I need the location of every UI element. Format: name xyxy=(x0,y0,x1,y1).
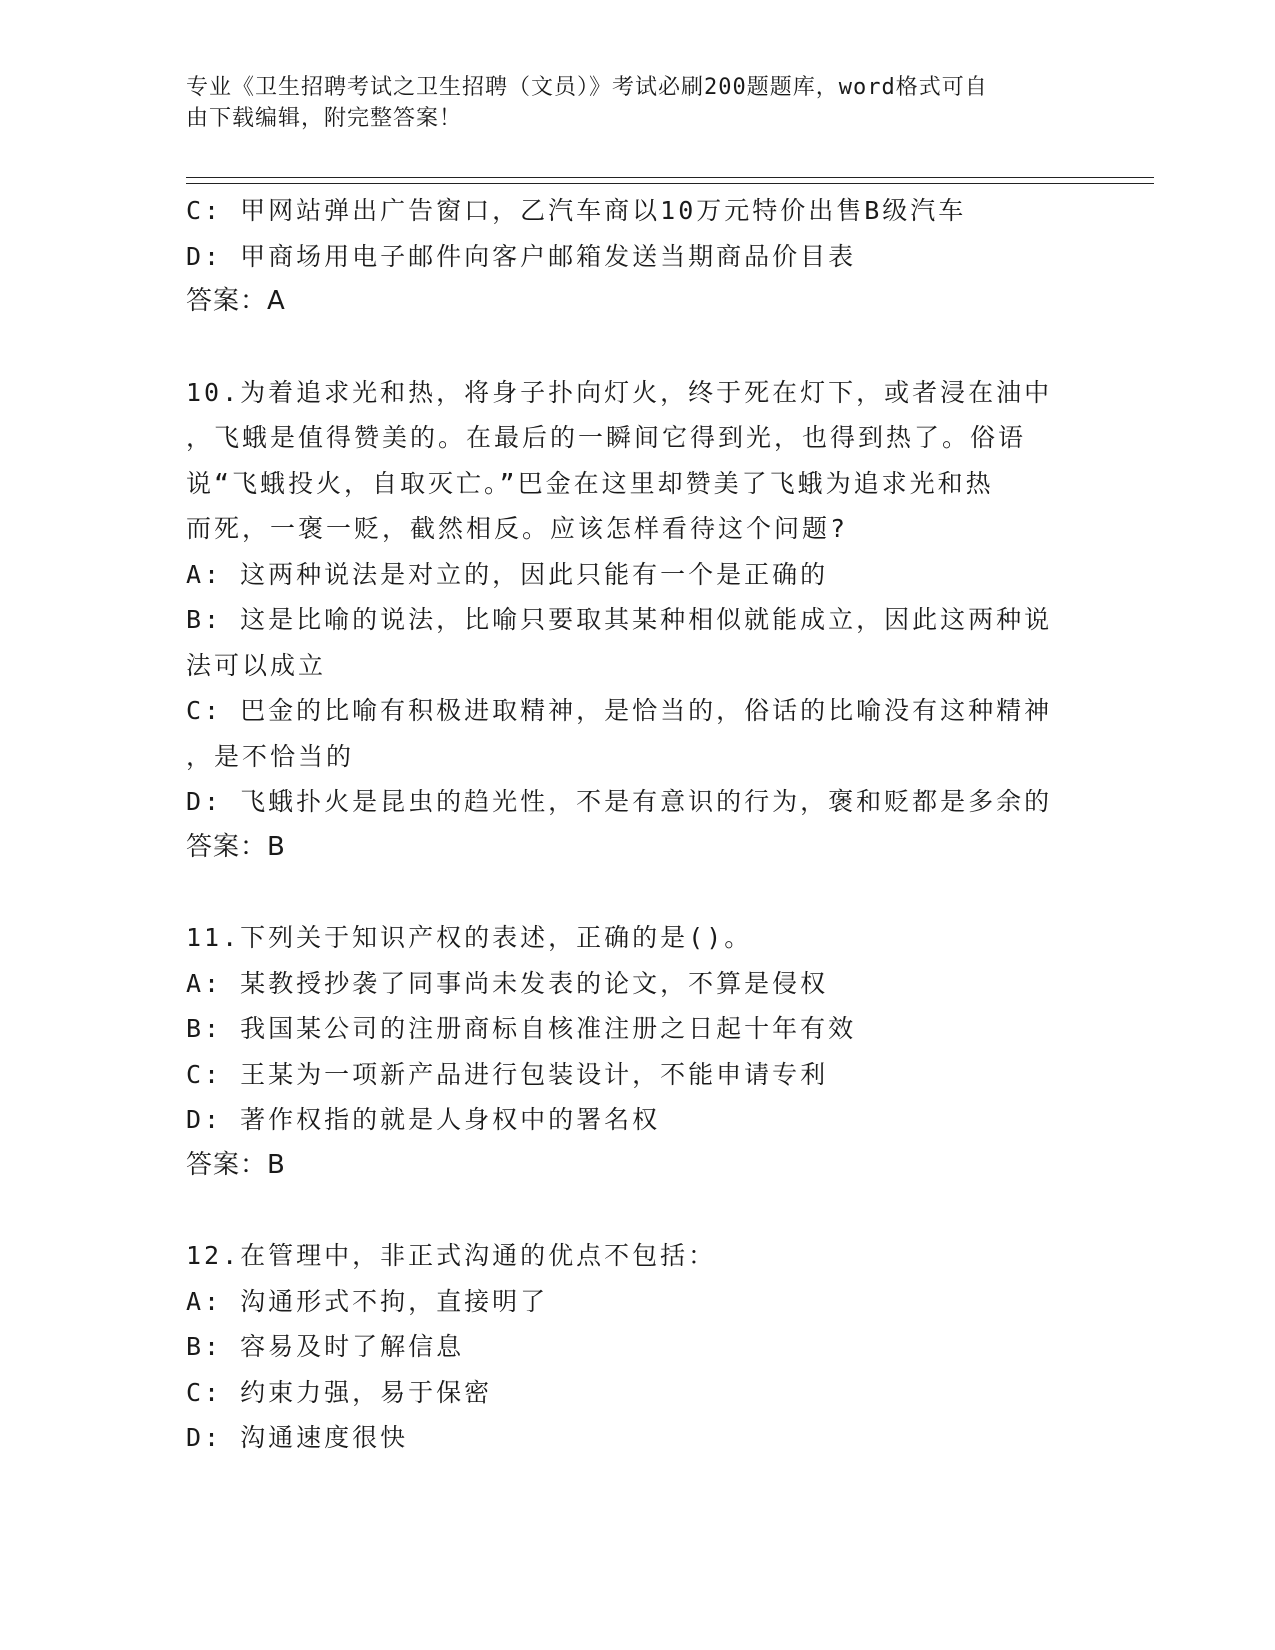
q11-stem: 11.下列关于知识产权的表述，正确的是()。 xyxy=(186,923,753,952)
question-11 xyxy=(186,915,1086,1188)
q10-option-d: D: 飞蛾扑火是昆虫的趋光性，不是有意识的行为，褒和贬都是多余的 xyxy=(186,787,1053,816)
q9-answer: 答案：A xyxy=(186,286,286,316)
q10-stem-line-4: 而死，一褒一贬，截然相反。应该怎样看待这个问题? xyxy=(186,514,849,543)
spacer xyxy=(186,325,1086,370)
question-12 xyxy=(186,1233,1086,1461)
q11-option-d: D: 著作权指的就是人身权中的署名权 xyxy=(186,1105,661,1134)
question-9-continued xyxy=(186,188,1086,325)
q10-option-b-line-1: B: 这是比喻的说法，比喻只要取其某种相似就能成立，因此这两种说 xyxy=(186,605,1053,634)
header-line-2: 由下载编辑，附完整答案！ xyxy=(186,106,463,131)
q9-option-c: C: 甲网站弹出广告窗口，乙汽车商以10万元特价出售B级汽车 xyxy=(186,196,967,225)
q10-option-c-line-1: C: 巴金的比喻有积极进取精神，是恰当的，俗话的比喻没有这种精神 xyxy=(186,696,1053,725)
q10-option-a: A: 这两种说法是对立的，因此只能有一个是正确的 xyxy=(186,559,829,589)
q10-answer: 答案：B xyxy=(186,831,286,862)
q11-answer: 答案：B xyxy=(186,1149,286,1180)
q10-stem-line-3: 说“飞蛾投火，自取灭亡。”巴金在这里却赞美了飞蛾为追求光和热 xyxy=(186,468,994,498)
q9-option-d: D: 甲商场用电子邮件向客户邮箱发送当期商品价目表 xyxy=(186,241,857,271)
q10-option-b-line-2: 法可以成立 xyxy=(186,650,327,680)
q11-option-a: A: 某教授抄袭了同事尚未发表的论文，不算是侵权 xyxy=(186,968,829,998)
header-line-1: 专业《卫生招聘考试之卫生招聘（文员）》考试必刷200题题库，word格式可自 xyxy=(186,75,988,100)
q12-option-d: D: 沟通速度很快 xyxy=(186,1423,409,1452)
spacer xyxy=(186,1188,1086,1233)
header-rule-top xyxy=(186,177,1154,178)
q10-stem-line-1: 10.为着追求光和热，将身子扑向灯火，终于死在灯下，或者浸在油中 xyxy=(186,377,1053,407)
q10-stem-line-2: ，飞蛾是值得赞美的。在最后的一瞬间它得到光，也得到热了。俗语 xyxy=(186,423,1027,452)
q12-option-a: A: 沟通形式不拘，直接明了 xyxy=(186,1286,549,1316)
header-rule-bottom xyxy=(186,183,1154,184)
spacer xyxy=(186,870,1086,915)
q12-stem: 12.在管理中，非正式沟通的优点不包括： xyxy=(186,1241,717,1270)
q12-option-c: C: 约束力强，易于保密 xyxy=(186,1377,493,1407)
q11-option-b: B: 我国某公司的注册商标自核准注册之日起十年有效 xyxy=(186,1014,857,1043)
document-header xyxy=(186,72,1066,134)
q10-option-c-line-2: ，是不恰当的 xyxy=(186,741,355,771)
q12-option-b: B: 容易及时了解信息 xyxy=(186,1332,465,1361)
question-10 xyxy=(186,370,1086,871)
q11-option-c: C: 王某为一项新产品进行包装设计，不能申请专利 xyxy=(186,1059,829,1089)
question-content xyxy=(186,188,1086,1461)
